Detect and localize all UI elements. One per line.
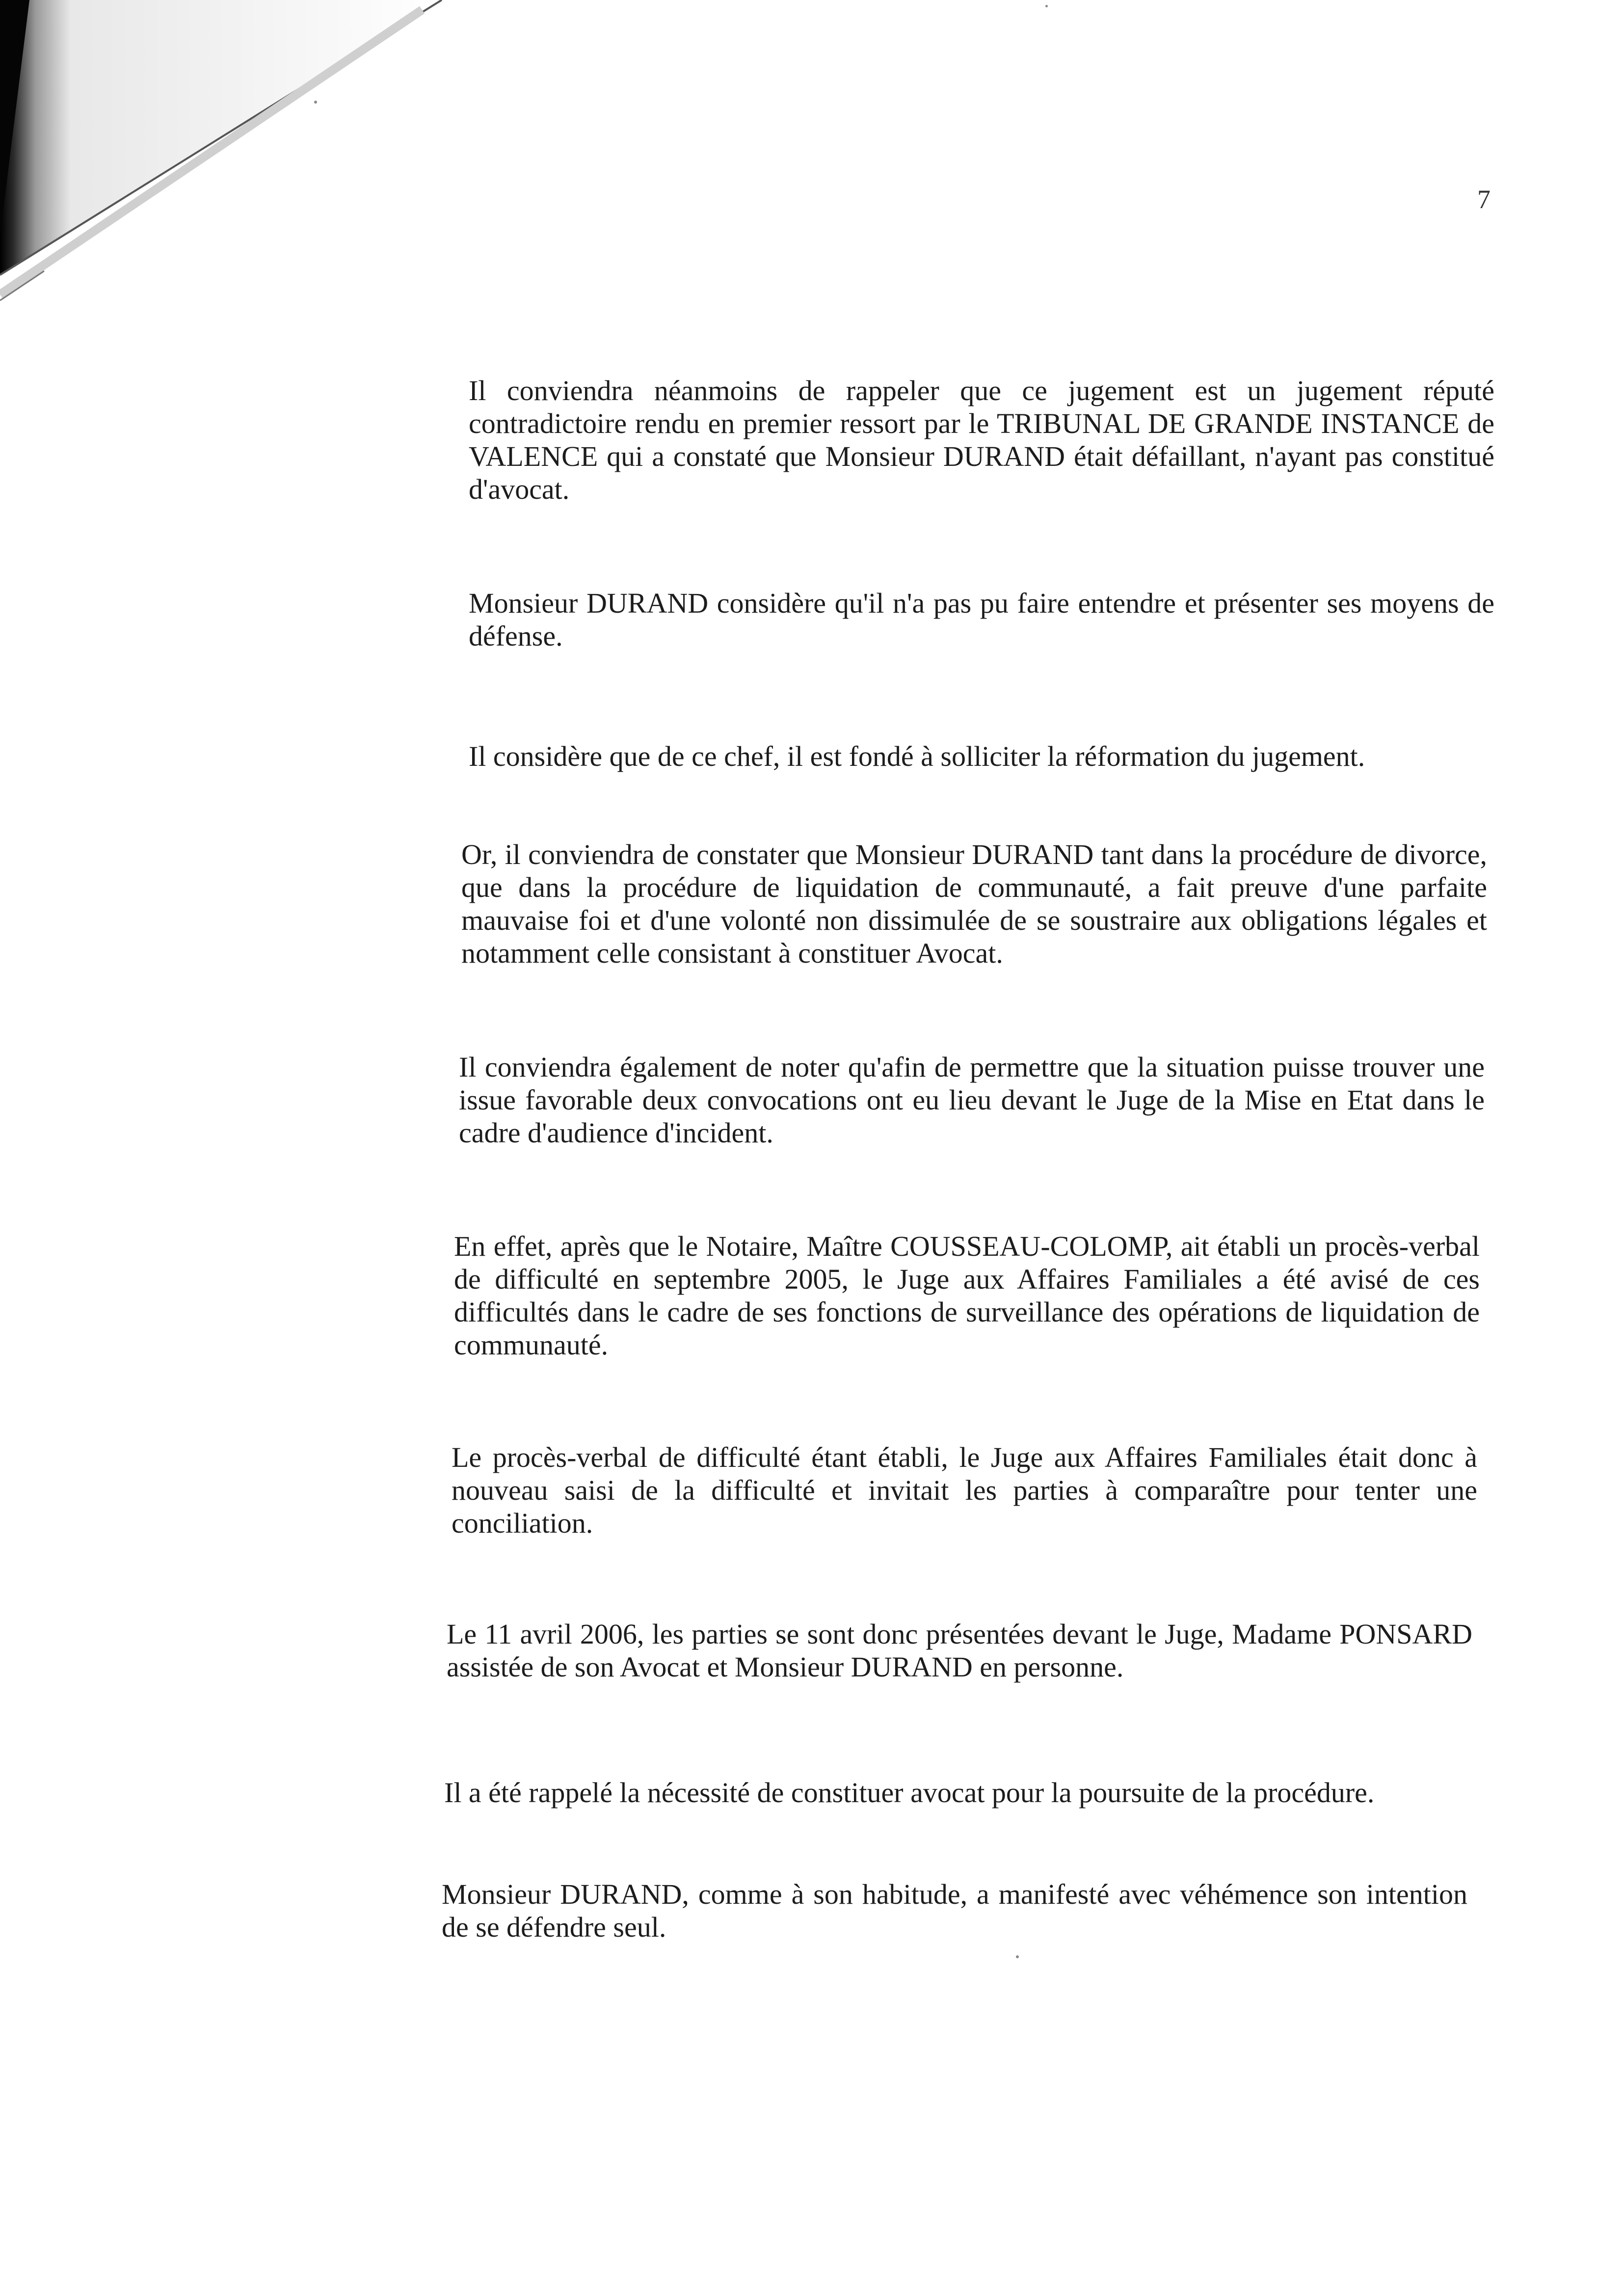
- paragraph-defense-claim: Monsieur DURAND considère qu'il n'a pas pu faire entendre et présenter ses moyens de défense.: [469, 587, 1494, 652]
- paragraph-reformation-request: Il considère que de ce chef, il est fondé à solliciter la réformation du jugement.: [469, 740, 1365, 772]
- folded-corner-shadow: [0, 0, 491, 344]
- paragraph-bad-faith: Or, il conviendra de constater que Monsieur DURAND tant dans la procédure de divorce, que dans la procédure de liquidation de communauté, a fait preuve d'une parfaite mauvaise foi et d'une volonté non dissimulée de se soustraire aux obligations légales et notamment celle consistant à constituer Avocat.: [461, 838, 1487, 969]
- paragraph-hearing-date: Le 11 avril 2006, les parties se sont donc présentées devant le Juge, Madame PONSARD assistée de son Avocat et Monsieur DURAND en personne.: [447, 1618, 1472, 1683]
- scan-speck: [1016, 1955, 1019, 1958]
- scan-speck: [1045, 5, 1048, 7]
- paragraph-lawyer-requirement: Il a été rappelé la nécessité de constituer avocat pour la poursuite de la procédure.: [444, 1777, 1375, 1809]
- paragraph-self-defense: Monsieur DURAND, comme à son habitude, a manifesté avec véhémence son intention de se défendre seul.: [442, 1878, 1467, 1943]
- paragraph-conciliation: Le procès-verbal de difficulté étant établi, le Juge aux Affaires Familiales était donc à nouveau saisi de la difficulté et invitait les parties à comparaître pour tenter une conciliation.: [452, 1441, 1477, 1539]
- paragraph-notary-report: En effet, après que le Notaire, Maître COUSSEAU-COLOMP, ait établi un procès-verbal de difficulté en septembre 2005, le Juge aux Affaires Familiales a été avisé de ces difficultés dans le cadre de ses fonctions de surveillance des opérations de liquidation de communauté.: [454, 1230, 1480, 1361]
- scan-speck: [314, 101, 317, 104]
- page-number: 7: [1477, 185, 1490, 214]
- paragraph-convocations: Il conviendra également de noter qu'afin de permettre que la situation puisse trouver une issue favorable deux convocations ont eu lieu devant le Juge de la Mise en Etat dans le cadre d'audience d'incident.: [459, 1051, 1485, 1149]
- paragraph-judgment-reminder: Il conviendra néanmoins de rappeler que ce jugement est un jugement réputé contradictoire rendu en premier ressort par le TRIBUNAL DE GRANDE INSTANCE de VALENCE qui a constaté que Monsieur DURAND était défaillant, n'ayant pas constitué d'avocat.: [469, 375, 1494, 505]
